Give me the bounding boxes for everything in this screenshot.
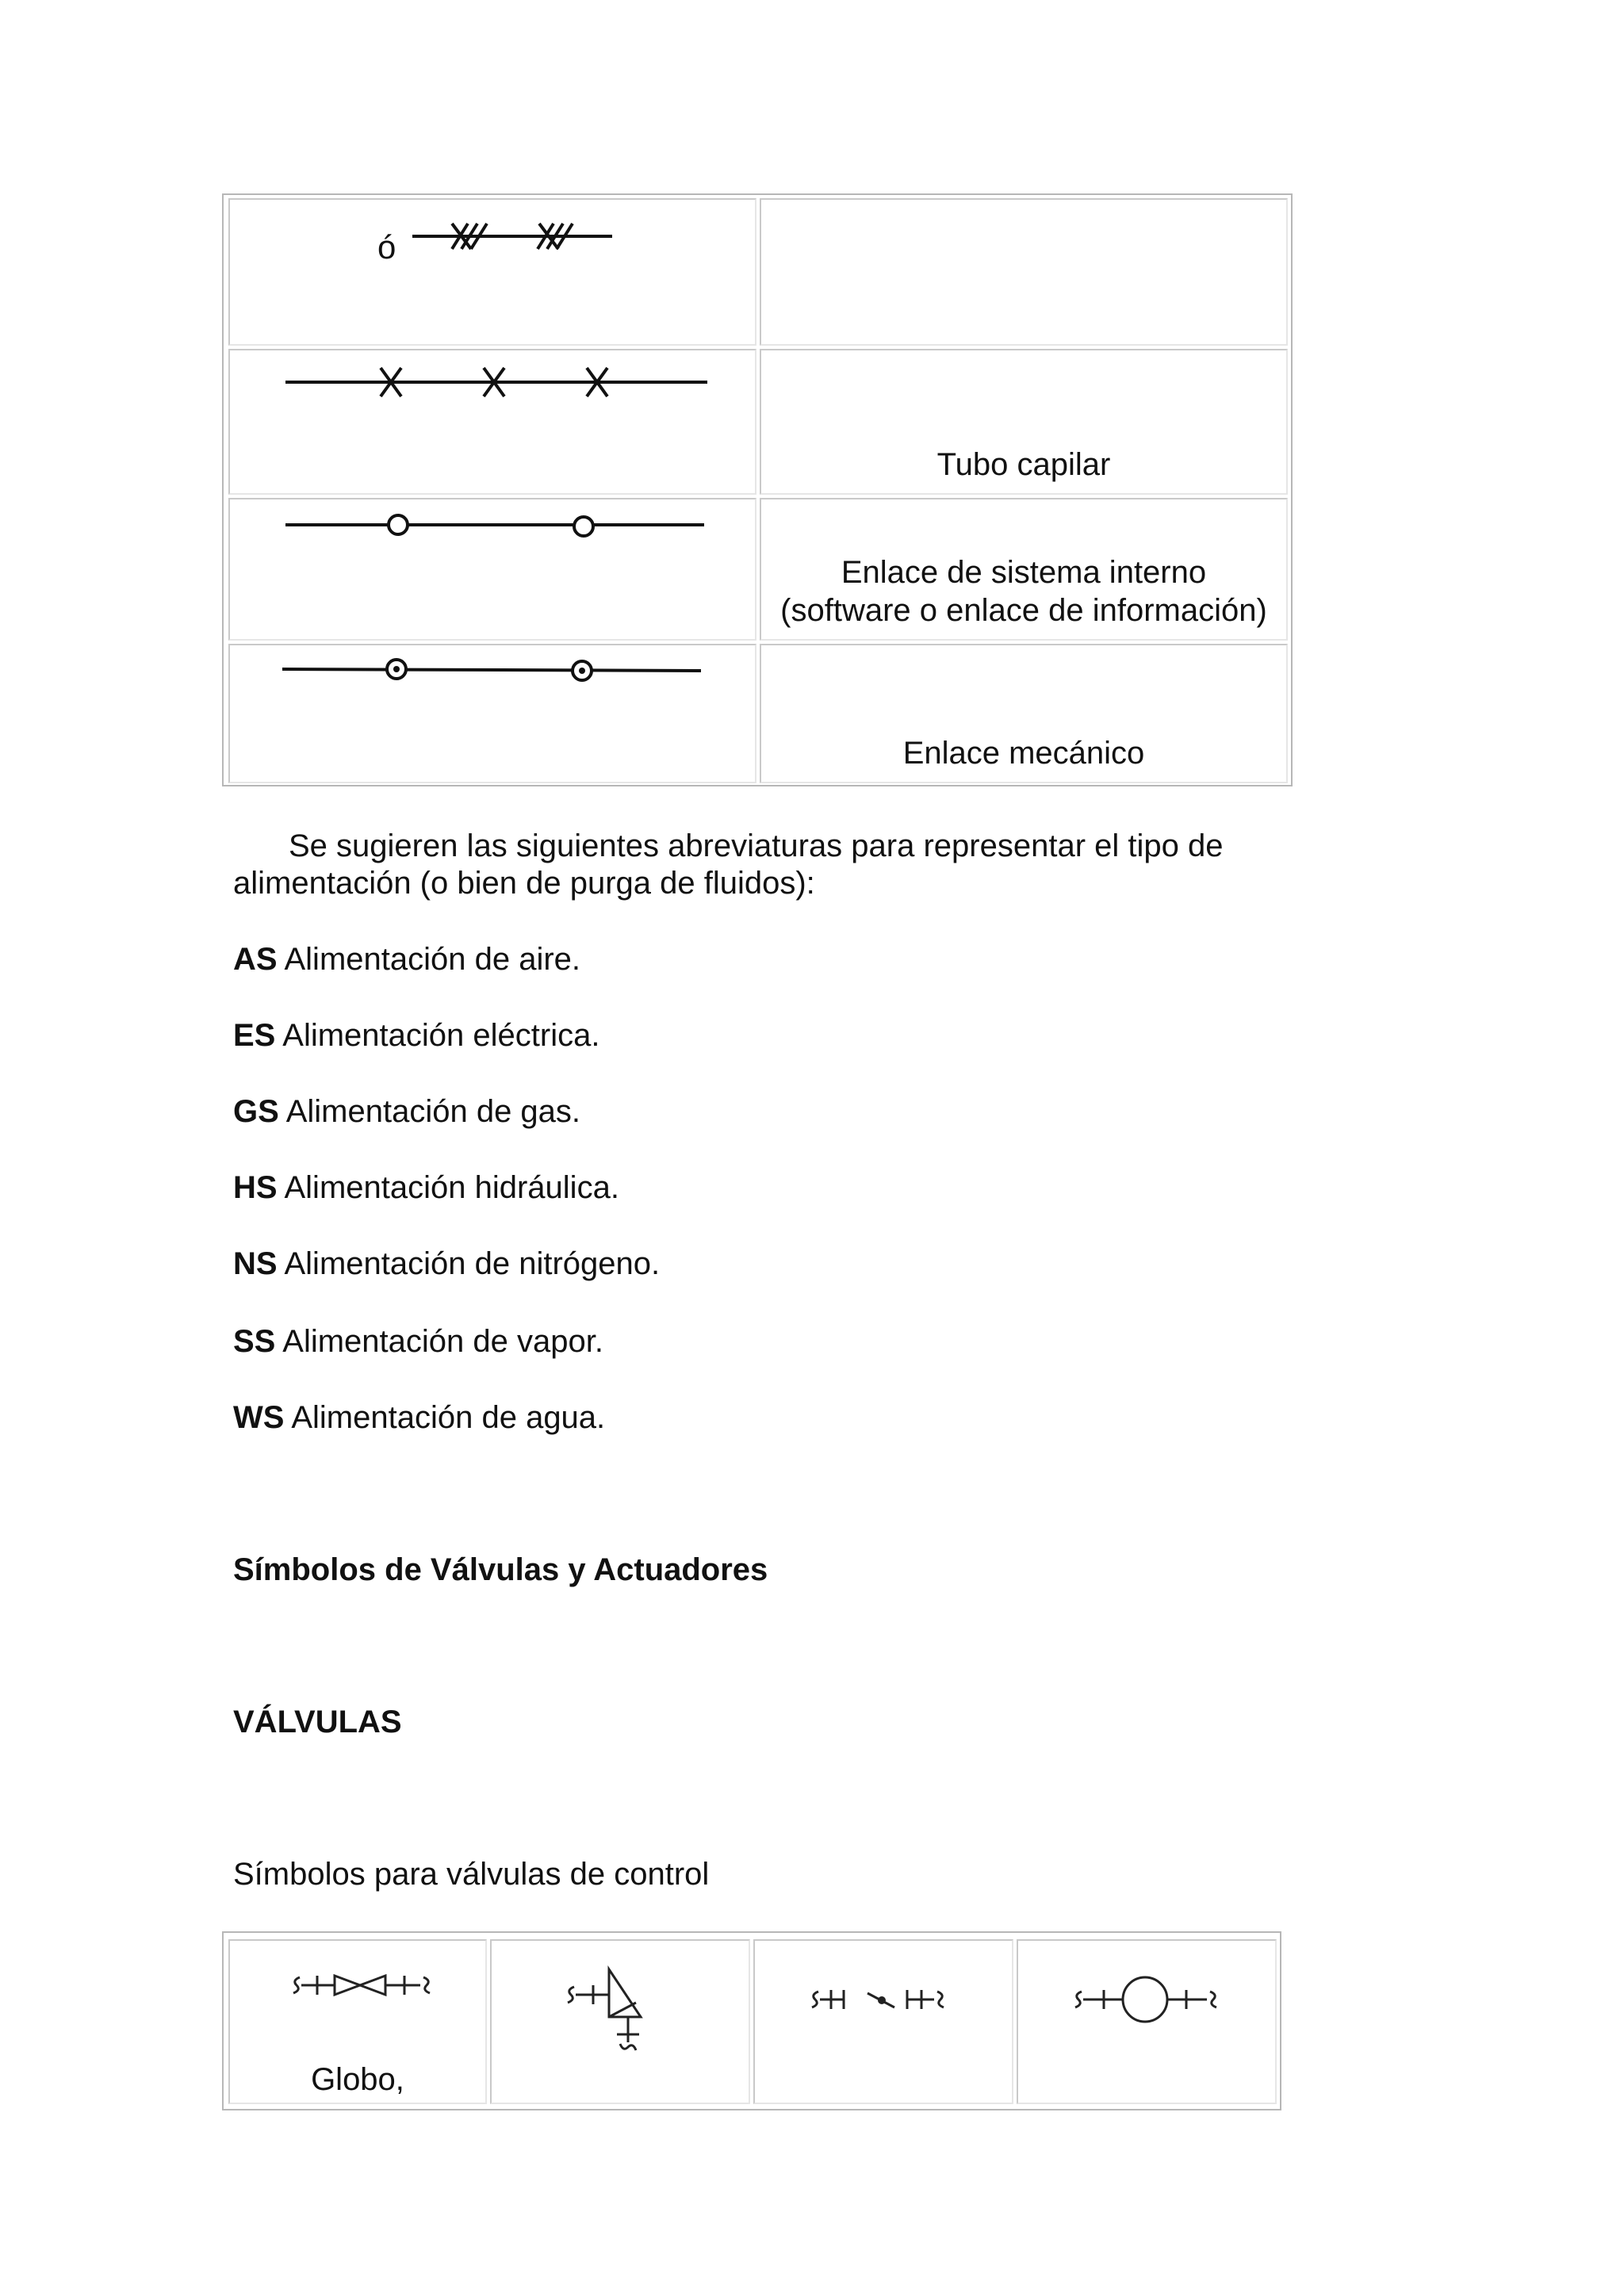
dotted-circle-line-icon bbox=[230, 645, 755, 782]
abbreviation-item bbox=[233, 1093, 580, 1131]
abbreviation-text: Alimentación de agua. bbox=[291, 1400, 606, 1435]
table-row-1-symbol-cell bbox=[228, 198, 756, 346]
valve-label: Globo, bbox=[311, 2062, 404, 2097]
line-symbols-table bbox=[222, 193, 1293, 786]
valves-caption: Símbolos para válvulas de control bbox=[233, 1857, 710, 1892]
x-marked-line-icon bbox=[230, 350, 755, 493]
abbreviation-code: WS bbox=[233, 1400, 285, 1435]
table-row-1-description-cell bbox=[760, 198, 1288, 346]
intro-paragraph-text: Se sugieren las siguientes abreviaturas para representar el tipo de alimentación (o bien de purga de fluidos): bbox=[233, 828, 1224, 901]
valve-symbols-table bbox=[222, 1931, 1281, 2110]
abbreviation-text: Alimentación de nitrógeno. bbox=[284, 1246, 661, 1281]
table-row-4-description-cell bbox=[760, 644, 1288, 783]
open-circle-line-icon bbox=[230, 499, 755, 639]
table-row-3-description-cell bbox=[760, 498, 1288, 641]
abbreviation-code: SS bbox=[233, 1324, 276, 1359]
abbreviation-item bbox=[233, 1399, 605, 1437]
angle-valve-icon bbox=[492, 1941, 749, 2103]
table-row-2-description-cell bbox=[760, 349, 1288, 495]
abbreviation-item bbox=[233, 1322, 603, 1360]
subsection-heading: VÁLVULAS bbox=[233, 1705, 402, 1739]
abbreviation-text: Alimentación hidráulica. bbox=[284, 1170, 619, 1205]
abbreviation-text: Alimentación de gas. bbox=[285, 1094, 581, 1129]
abbreviation-code: AS bbox=[233, 942, 278, 977]
butterfly-valve-icon bbox=[755, 1941, 1012, 2103]
description-line: Enlace mecánico bbox=[902, 736, 1145, 771]
description-line: Tubo capilar bbox=[936, 447, 1111, 482]
description-line: Enlace de sistema interno bbox=[841, 555, 1207, 590]
valve-cell-angle bbox=[490, 1939, 750, 2104]
valve-cell-rotary bbox=[1017, 1939, 1277, 2104]
abbreviation-code: ES bbox=[233, 1018, 276, 1053]
abbreviation-item bbox=[233, 1169, 619, 1207]
table-row-4-symbol-cell bbox=[228, 644, 756, 783]
valve-cell-butterfly bbox=[753, 1939, 1013, 2104]
abbreviation-code: NS bbox=[233, 1246, 278, 1281]
abbreviation-code: GS bbox=[233, 1094, 279, 1129]
intro-paragraph bbox=[233, 828, 1296, 902]
abbreviation-code: HS bbox=[233, 1170, 278, 1205]
abbreviation-text: Alimentación eléctrica. bbox=[282, 1018, 600, 1053]
rotary-valve-icon bbox=[1018, 1941, 1275, 2103]
alternative-or-label: ó bbox=[377, 228, 396, 266]
section-heading: Símbolos de Válvulas y Actuadores bbox=[233, 1552, 768, 1587]
abbreviation-text: Alimentación de vapor. bbox=[282, 1324, 603, 1359]
abbreviation-item bbox=[233, 1016, 599, 1054]
double-crosshatch-line-icon bbox=[230, 200, 755, 344]
table-row-3-symbol-cell bbox=[228, 498, 756, 641]
abbreviation-item bbox=[233, 940, 580, 978]
valve-cell-globe bbox=[228, 1939, 487, 2104]
table-row-2-symbol-cell bbox=[228, 349, 756, 495]
abbreviation-text: Alimentación de aire. bbox=[284, 942, 581, 977]
abbreviation-item bbox=[233, 1245, 660, 1283]
description-line: (software o enlace de información) bbox=[780, 593, 1267, 628]
